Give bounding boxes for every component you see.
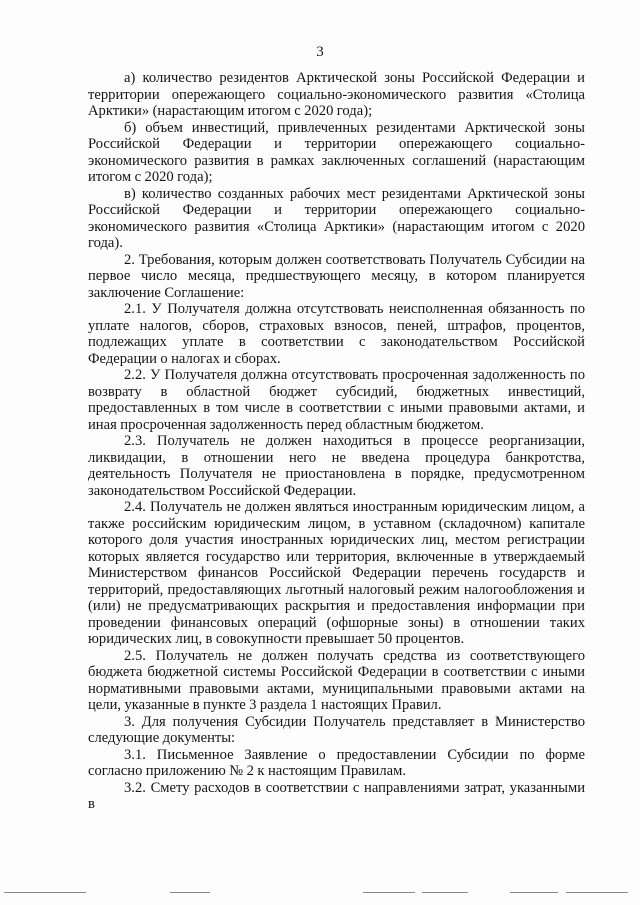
paragraph-2-3: 2.3. Получатель не должен находиться в процессе реорганизации, ликвидации, в отношении него не введена процедура банкротства, деятельность Получателя не приостановлена в порядке, предусмотренном законодательством Российской Федерации. (88, 433, 585, 499)
page-number: 3 (316, 44, 324, 60)
scan-line (4, 892, 86, 893)
document-body (88, 70, 585, 813)
scan-artifact-lines (0, 892, 640, 896)
paragraph-2-5: 2.5. Получатель не должен получать средства из соответствующего бюджета бюджетной системы Российской Федерации в соответствии с иными нормативными правовыми актами, муниципальными правовыми актами на цели, указанные в пункте 3 раздела 1 настоящих Правил. (88, 647, 585, 713)
paragraph-2-2: 2.2. У Получателя должна отсутствовать просроченная задолженность по возврату в областной бюджет субсидий, бюджетных инвестиций, предоставленных в том числе в соответствии с иными правовыми актами, и иная просроченная задолженность перед областным бюджетом. (88, 367, 585, 433)
paragraph-3-2: 3.2. Смету расходов в соответствии с направлениями затрат, указанными в (88, 779, 585, 812)
paragraph-section-2: 2. Требования, которым должен соответствовать Получатель Субсидии на первое число месяца, предшествующего месяцу, в котором планируется заключение Соглашение: (88, 251, 585, 301)
paragraph-item-b: б) объем инвестиций, привлеченных резидентами Арктической зоны Российской Федерации и территории опережающего социально-экономического развития в рамках заключенных соглашений (нарастающим итогом с 2020 года); (88, 119, 585, 185)
paragraph-2-4: 2.4. Получатель не должен являться иностранным юридическим лицом, а также российским юридическим лицом, в уставном (складочном) капитале которого доля участия иностранных юридических лиц, местом регистрации которых является государство или территория, включенные в утверждаемый Министерством финансов Российской Федерации перечень государств и территорий, предоставляющих льготный налоговый режим налогообложения и (или) не предусматривающих раскрытия и предоставления информации при проведении финансовых операций (офшорные зоны) в отношении таких юридических лиц, в совокупности превышает 50 процентов. (88, 499, 585, 647)
scan-line (170, 892, 210, 893)
paragraph-section-3: 3. Для получения Субсидии Получатель представляет в Министерство следующие документы: (88, 713, 585, 746)
paragraph-3-1: 3.1. Письменное Заявление о предоставлении Субсидии по форме согласно приложению № 2 к настоящим Правилам. (88, 746, 585, 779)
scan-line (422, 892, 468, 893)
scan-line (566, 892, 628, 893)
scan-line (510, 892, 558, 893)
paragraph-item-a: а) количество резидентов Арктической зоны Российской Федерации и территории опережающего социально-экономического развития «Столица Арктики» (нарастающим итогом с 2020 года); (88, 70, 585, 119)
scan-line (363, 892, 415, 893)
paragraph-item-v: в) количество созданных рабочих мест резидентами Арктической зоны Российской Федерации и территории опережающего социально-экономического развития «Столица Арктики» (нарастающим итогом с 2020 года). (88, 185, 585, 251)
paragraph-2-1: 2.1. У Получателя должна отсутствовать неисполненная обязанность по уплате налогов, сборов, страховых взносов, пеней, штрафов, процентов, подлежащих уплате в соответствии с законодательством Российской Федерации о налогах и сборах. (88, 301, 585, 367)
